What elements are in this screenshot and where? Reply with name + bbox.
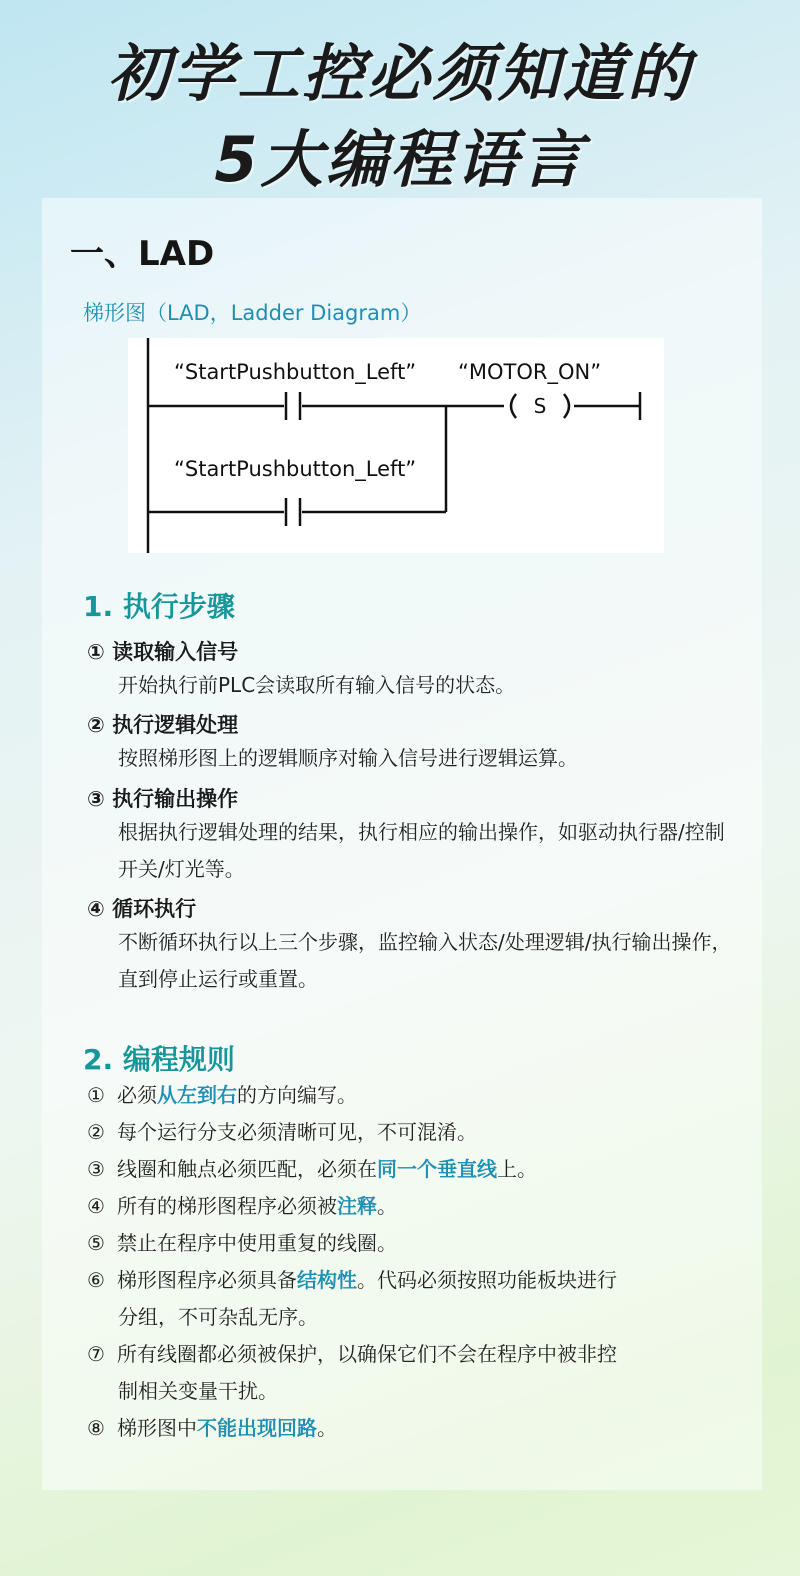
- rule-6-highlight: 结构性: [297, 1268, 357, 1292]
- coil-set-symbol: S: [533, 394, 547, 418]
- rule-6-text-a: 梯形图程序必须具备: [117, 1268, 297, 1292]
- coil-left-arc: [511, 394, 516, 418]
- step-3-body: 根据执行逻辑处理的结果，执行相应的输出操作，如驱动执行器/控制开关/灯光等。: [118, 820, 725, 881]
- ladder-diagram-svg: [128, 338, 664, 553]
- rules-heading: 2. 编程规则: [83, 1043, 235, 1076]
- rule-8-text-a: 梯形图中: [117, 1416, 197, 1440]
- rule-3: [87, 1151, 737, 1188]
- section-subtitle: 梯形图（LAD，Ladder Diagram）: [83, 301, 422, 325]
- rule-4: [87, 1188, 737, 1225]
- steps-heading: 1. 执行步骤: [83, 590, 235, 623]
- step-3-heading: ③ 执行输出操作: [87, 787, 239, 811]
- ladder-diagram: [128, 338, 664, 553]
- rule-5-text: 禁止在程序中使用重复的线圈。: [117, 1231, 397, 1255]
- coil-label: “MOTOR_ON”: [458, 360, 602, 384]
- rule-3-text-a: 线圈和触点必须匹配，必须在: [117, 1157, 377, 1181]
- rule-8-number: ⑧: [87, 1416, 105, 1440]
- rule-4-highlight: 注释: [337, 1194, 377, 1218]
- rule-1-number: ①: [87, 1083, 105, 1107]
- step-2-body: 按照梯形图上的逻辑顺序对输入信号进行逻辑运算。: [118, 746, 578, 770]
- contact-2-label: “StartPushbutton_Left”: [174, 457, 417, 481]
- step-1-heading: ① 读取输入信号: [87, 640, 239, 664]
- rule-4-text-b: 。: [377, 1194, 397, 1218]
- rule-7-text-c: 制相关变量干扰。: [118, 1379, 278, 1403]
- step-1-body: 开始执行前PLC会读取所有输入信号的状态。: [118, 673, 516, 697]
- rule-6-text-c: 分组，不可杂乱无序。: [118, 1305, 318, 1329]
- rule-7-text-a: 所有线圈都必须被保护，以确保它们不会在程序中被非控: [117, 1342, 617, 1366]
- section-heading: 一、LAD: [70, 234, 215, 274]
- coil-right-arc: [564, 394, 569, 418]
- rule-7: [87, 1336, 737, 1410]
- rule-8: [87, 1410, 737, 1447]
- rule-2-text: 每个运行分支必须清晰可见，不可混淆。: [117, 1120, 477, 1144]
- rule-1-highlight: 从左到右: [157, 1083, 237, 1107]
- rule-4-number: ④: [87, 1194, 105, 1218]
- rule-5-number: ⑤: [87, 1231, 105, 1255]
- rule-6-number: ⑥: [87, 1268, 105, 1292]
- page-title-line-2: 5大编程语言: [214, 123, 586, 196]
- rule-6-text-b: 。代码必须按照功能板块进行: [357, 1268, 617, 1292]
- rule-3-highlight: 同一个垂直线: [377, 1157, 497, 1181]
- rule-8-highlight: 不能出现回路: [197, 1416, 317, 1440]
- rule-1-text-a: 必须: [117, 1083, 157, 1107]
- rule-1: [87, 1077, 737, 1114]
- page-title-line-1: 初学工控必须知道的: [107, 37, 693, 110]
- rule-3-text-b: 上。: [497, 1157, 537, 1181]
- rule-7-number: ⑦: [87, 1342, 105, 1366]
- rule-5: [87, 1225, 737, 1262]
- rule-2-number: ②: [87, 1120, 105, 1144]
- rule-6: [87, 1262, 737, 1336]
- step-2-heading: ② 执行逻辑处理: [87, 713, 239, 737]
- contact-1-label: “StartPushbutton_Left”: [174, 360, 417, 384]
- rule-4-text-a: 所有的梯形图程序必须被: [117, 1194, 337, 1218]
- rule-2: [87, 1114, 737, 1151]
- rule-3-number: ③: [87, 1157, 105, 1181]
- rule-1-text-b: 的方向编写。: [237, 1083, 357, 1107]
- step-4-heading: ④ 循环执行: [87, 897, 197, 921]
- step-4-body: 不断循环执行以上三个步骤，监控输入状态/处理逻辑/执行输出操作，直到停止运行或重置。: [118, 930, 732, 991]
- rule-8-text-b: 。: [317, 1416, 337, 1440]
